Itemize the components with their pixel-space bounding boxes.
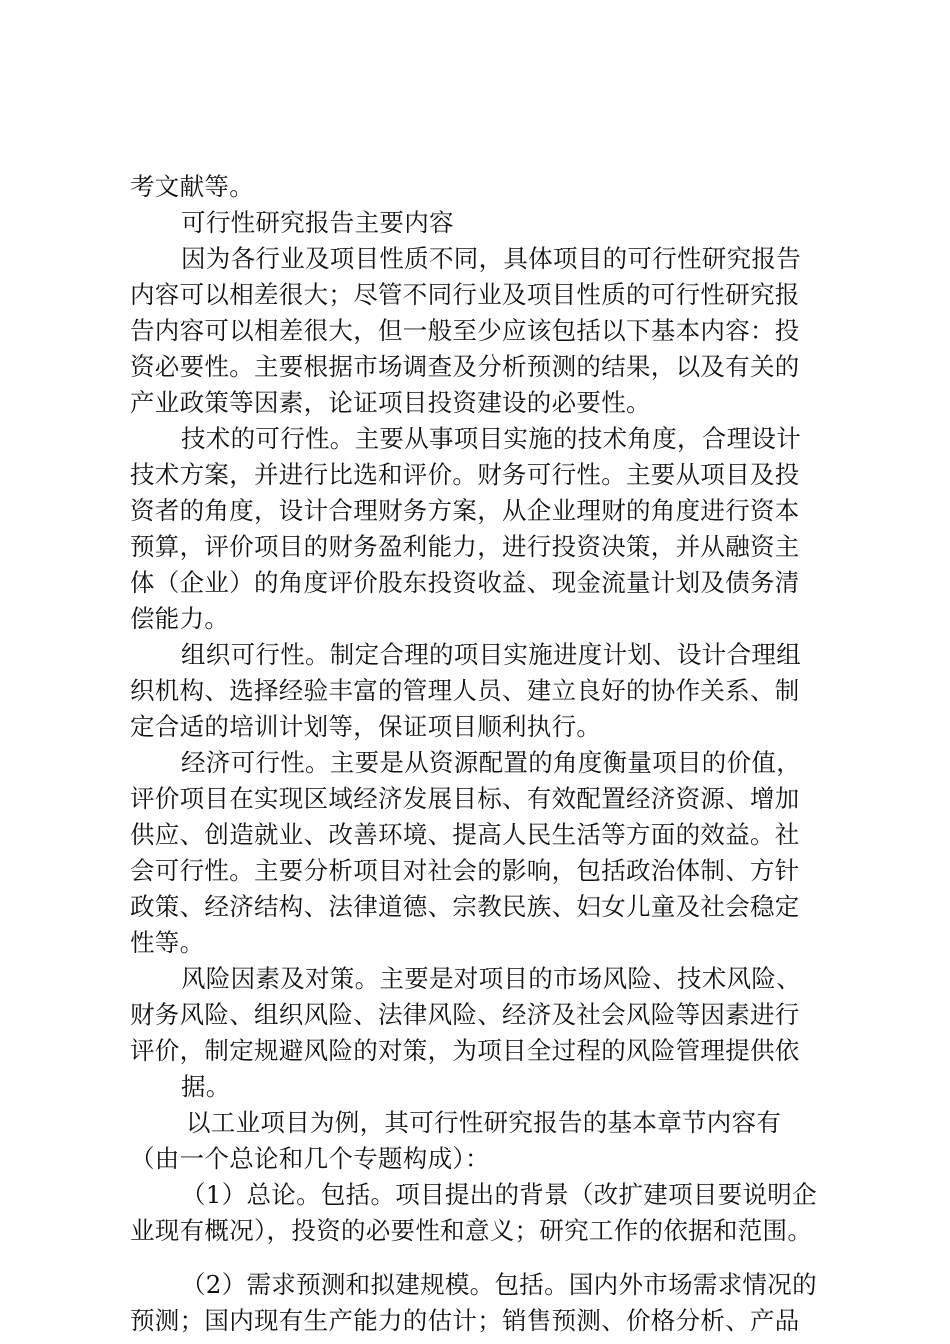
text-line: 预算，评价项目的财务盈利能力，进行投资决策，并从融资主 [130, 532, 800, 561]
text-line: 资者的角度，设计合理财务方案，从企业理财的角度进行资本 [130, 496, 800, 525]
text-line: 因为各行业及项目性质不同，具体项目的可行性研究报告 [181, 244, 801, 273]
text-line: （由一个总论和几个专题构成）： [130, 1144, 490, 1173]
text-line: 风险因素及对策。主要是对项目的市场风险、技术风险、 [181, 964, 801, 993]
text-line: 预测；国内现有生产能力的估计；销售预测、价格分析、产品 [130, 1306, 800, 1335]
text-line: 评价项目在实现区域经济发展目标、有效配置经济资源、增加 [130, 784, 800, 813]
text-line: 偿能力。 [130, 604, 230, 633]
text-line: （2）需求预测和拟建规模。包括。国内外市场需求情况的 [181, 1270, 817, 1299]
text-line: 政策、经济结构、法律道德、宗教民族、妇女儿童及社会稳定 [130, 892, 800, 921]
text-line: 技术的可行性。主要从事项目实施的技术角度，合理设计 [181, 424, 801, 453]
text-line: 据。 [181, 1072, 231, 1101]
text-line: 供应、创造就业、改善环境、提高人民生活等方面的效益。社 [130, 820, 800, 849]
text-line: 经济可行性。主要是从资源配置的角度衡量项目的价值， [181, 748, 801, 777]
text-line: 组织可行性。制定合理的项目实施进度计划、设计合理组 [181, 640, 801, 669]
text-line: 技术方案，并进行比选和评价。财务可行性。主要从项目及投 [130, 460, 800, 489]
text-line: （1）总论。包括。项目提出的背景（改扩建项目要说明企 [181, 1180, 817, 1209]
text-line: 财务风险、组织风险、法律风险、经济及社会风险等因素进行 [130, 1000, 800, 1029]
text-line: 资必要性。主要根据市场调查及分析预测的结果，以及有关的 [130, 352, 800, 381]
text-line: 织机构、选择经验丰富的管理人员、建立良好的协作关系、制 [130, 676, 800, 705]
section-heading: 可行性研究报告主要内容 [181, 208, 454, 237]
text-line: 评价，制定规避风险的对策，为项目全过程的风险管理提供依 [130, 1036, 800, 1065]
text-line: 产业政策等因素，论证项目投资建设的必要性。 [130, 388, 651, 417]
text-line: 定合适的培训计划等，保证项目顺利执行。 [130, 712, 602, 741]
text-line: 以工业项目为例，其可行性研究报告的基本章节内容有 [186, 1108, 782, 1137]
text-line: 业现有概况），投资的必要性和意义；研究工作的依据和范围。 [130, 1216, 813, 1245]
text-line: 性等。 [130, 928, 205, 957]
text-line: 体（企业）的角度评价股东投资收益、现金流量计划及债务清 [130, 568, 800, 597]
text-line: 内容可以相差很大；尽管不同行业及项目性质的可行性研究报 [130, 280, 800, 309]
text-line: 告内容可以相差很大，但一般至少应该包括以下基本内容：投 [130, 316, 800, 345]
text-line: 考文献等。 [130, 172, 254, 201]
text-line: 会可行性。主要分析项目对社会的影响，包括政治体制、方针 [130, 856, 800, 885]
